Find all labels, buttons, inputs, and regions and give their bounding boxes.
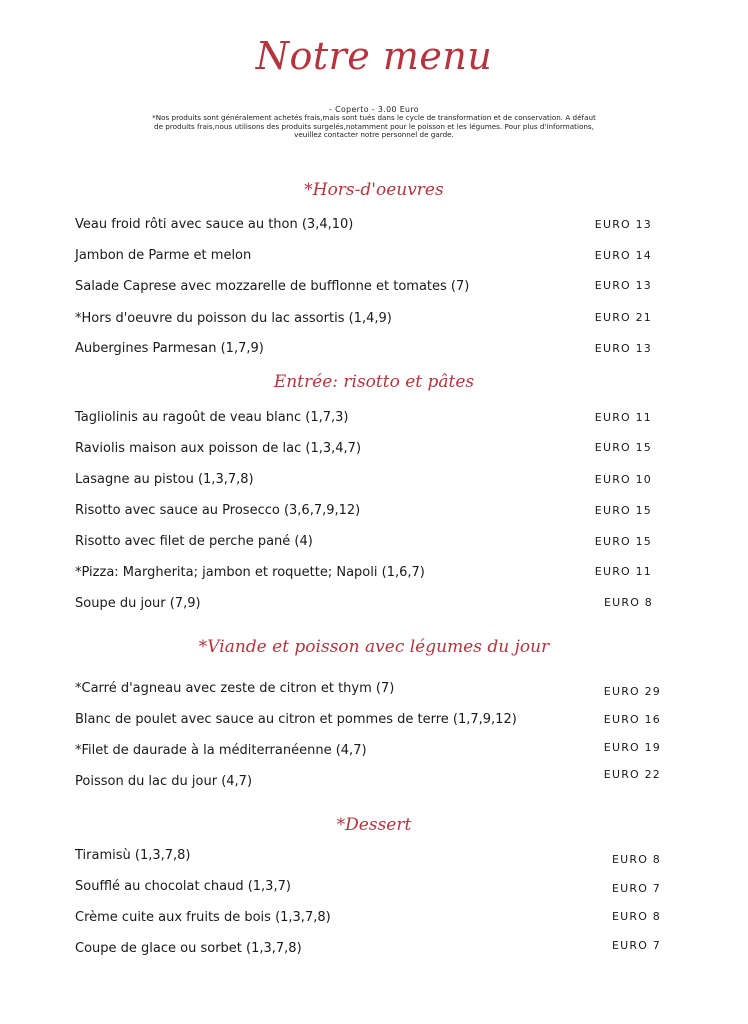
menu-item-price: EURO 13 bbox=[594, 218, 652, 231]
menu-item-price: EURO 21 bbox=[594, 311, 652, 324]
menu-item bbox=[75, 534, 652, 556]
menu-item-name: Poisson du lac du jour (4,7) bbox=[75, 774, 253, 789]
menu-item-name: Veau froid rôti avec sauce au thon (3,4,10) bbox=[75, 217, 354, 232]
menu-item-name: Soufflé au chocolat chaud (1,3,7) bbox=[75, 879, 291, 894]
menu-item-price: EURO 13 bbox=[594, 279, 652, 292]
menu-item-name: Tiramisù (1,3,7,8) bbox=[75, 848, 191, 863]
page-title: Notre menu bbox=[255, 34, 493, 78]
disclaimer-text: *Nos produits sont généralement achetés frais,mais sont tués dans le cycle de transformation et de conservation. A défaut de produits frais,nous utilisons des produits surgelés,notamment pour le poisson et les légumes. Pour plus d'informations, veuillez contacter notre personnel de garde. bbox=[152, 113, 596, 140]
menu-item-price: EURO 16 bbox=[603, 713, 661, 726]
menu-item-name: Risotto avec sauce au Prosecco (3,6,7,9,12) bbox=[75, 503, 361, 518]
menu-item bbox=[75, 910, 661, 932]
menu-item-name: Aubergines Parmesan (1,7,9) bbox=[75, 341, 264, 356]
menu-item-name: *Filet de daurade à la méditerranéenne (4,7) bbox=[75, 743, 367, 758]
section-title-dessert: *Dessert bbox=[336, 815, 412, 835]
menu-item-name: Tagliolinis au ragoût de veau blanc (1,7,3) bbox=[75, 410, 349, 425]
menu-item-name: Jambon de Parme et melon bbox=[75, 248, 252, 263]
menu-item-price: EURO 10 bbox=[594, 473, 652, 486]
menu-item bbox=[75, 410, 652, 432]
menu-item bbox=[75, 939, 661, 963]
menu-item bbox=[75, 712, 661, 734]
menu-item bbox=[75, 341, 652, 363]
menu-item-price: EURO 13 bbox=[594, 342, 652, 355]
menu-item bbox=[75, 596, 652, 618]
menu-item-price: EURO 7 bbox=[612, 939, 661, 952]
menu-item-price: EURO 8 bbox=[612, 910, 661, 923]
menu-item-name: *Carré d'agneau avec zeste de citron et thym (7) bbox=[75, 681, 395, 696]
menu-item-price: EURO 29 bbox=[603, 685, 661, 698]
menu-item-price: EURO 14 bbox=[594, 249, 652, 262]
section-title-viande-poisson: *Viande et poisson avec légumes du jour bbox=[198, 637, 550, 657]
menu-item-price: EURO 11 bbox=[594, 565, 652, 578]
menu-item-price: EURO 19 bbox=[603, 741, 661, 754]
menu-item-name: Coupe de glace ou sorbet (1,3,7,8) bbox=[75, 941, 302, 956]
menu-item-price: EURO 7 bbox=[612, 882, 661, 895]
menu-item bbox=[75, 848, 661, 870]
menu-item-price: EURO 8 bbox=[604, 596, 653, 609]
menu-item bbox=[75, 248, 652, 270]
menu-item bbox=[75, 879, 661, 901]
menu-item-price: EURO 22 bbox=[603, 768, 661, 781]
menu-item bbox=[75, 768, 661, 796]
menu-item bbox=[75, 741, 661, 765]
menu-item-name: Crème cuite aux fruits de bois (1,3,7,8) bbox=[75, 910, 331, 925]
section-title-hors-doeuvres: *Hors-d'oeuvres bbox=[304, 180, 444, 200]
menu-item bbox=[75, 279, 652, 301]
menu-item-price: EURO 15 bbox=[594, 504, 652, 517]
menu-item bbox=[75, 441, 652, 463]
menu-item-name: Lasagne au pistou (1,3,7,8) bbox=[75, 472, 254, 487]
menu-item-name: Raviolis maison aux poisson de lac (1,3,4,7) bbox=[75, 441, 362, 456]
coperto-text: - Coperto - 3.00 Euro bbox=[329, 105, 419, 114]
menu-item-price: EURO 11 bbox=[594, 411, 652, 424]
menu-item-name: Salade Caprese avec mozzarelle de bufflonne et tomates (7) bbox=[75, 279, 470, 294]
menu-item bbox=[75, 472, 652, 494]
menu-item-name: *Pizza: Margherita; jambon et roquette; Napoli (1,6,7) bbox=[75, 565, 425, 580]
menu-item bbox=[75, 565, 652, 587]
menu-item-name: Risotto avec filet de perche pané (4) bbox=[75, 534, 313, 549]
menu-item bbox=[75, 311, 652, 333]
menu-item bbox=[75, 217, 652, 239]
menu-item-name: *Hors d'oeuvre du poisson du lac assortis (1,4,9) bbox=[75, 311, 392, 326]
menu-item bbox=[75, 681, 661, 703]
menu-item-price: EURO 15 bbox=[594, 441, 652, 454]
menu-item-name: Soupe du jour (7,9) bbox=[75, 596, 201, 611]
menu-item-price: EURO 15 bbox=[594, 535, 652, 548]
menu-item-name: Blanc de poulet avec sauce au citron et pommes de terre (1,7,9,12) bbox=[75, 712, 517, 727]
section-title-entree: Entrée: risotto et pâtes bbox=[273, 372, 475, 392]
header-note bbox=[150, 106, 598, 140]
menu-item-price: EURO 8 bbox=[612, 853, 661, 866]
menu-item bbox=[75, 503, 652, 525]
